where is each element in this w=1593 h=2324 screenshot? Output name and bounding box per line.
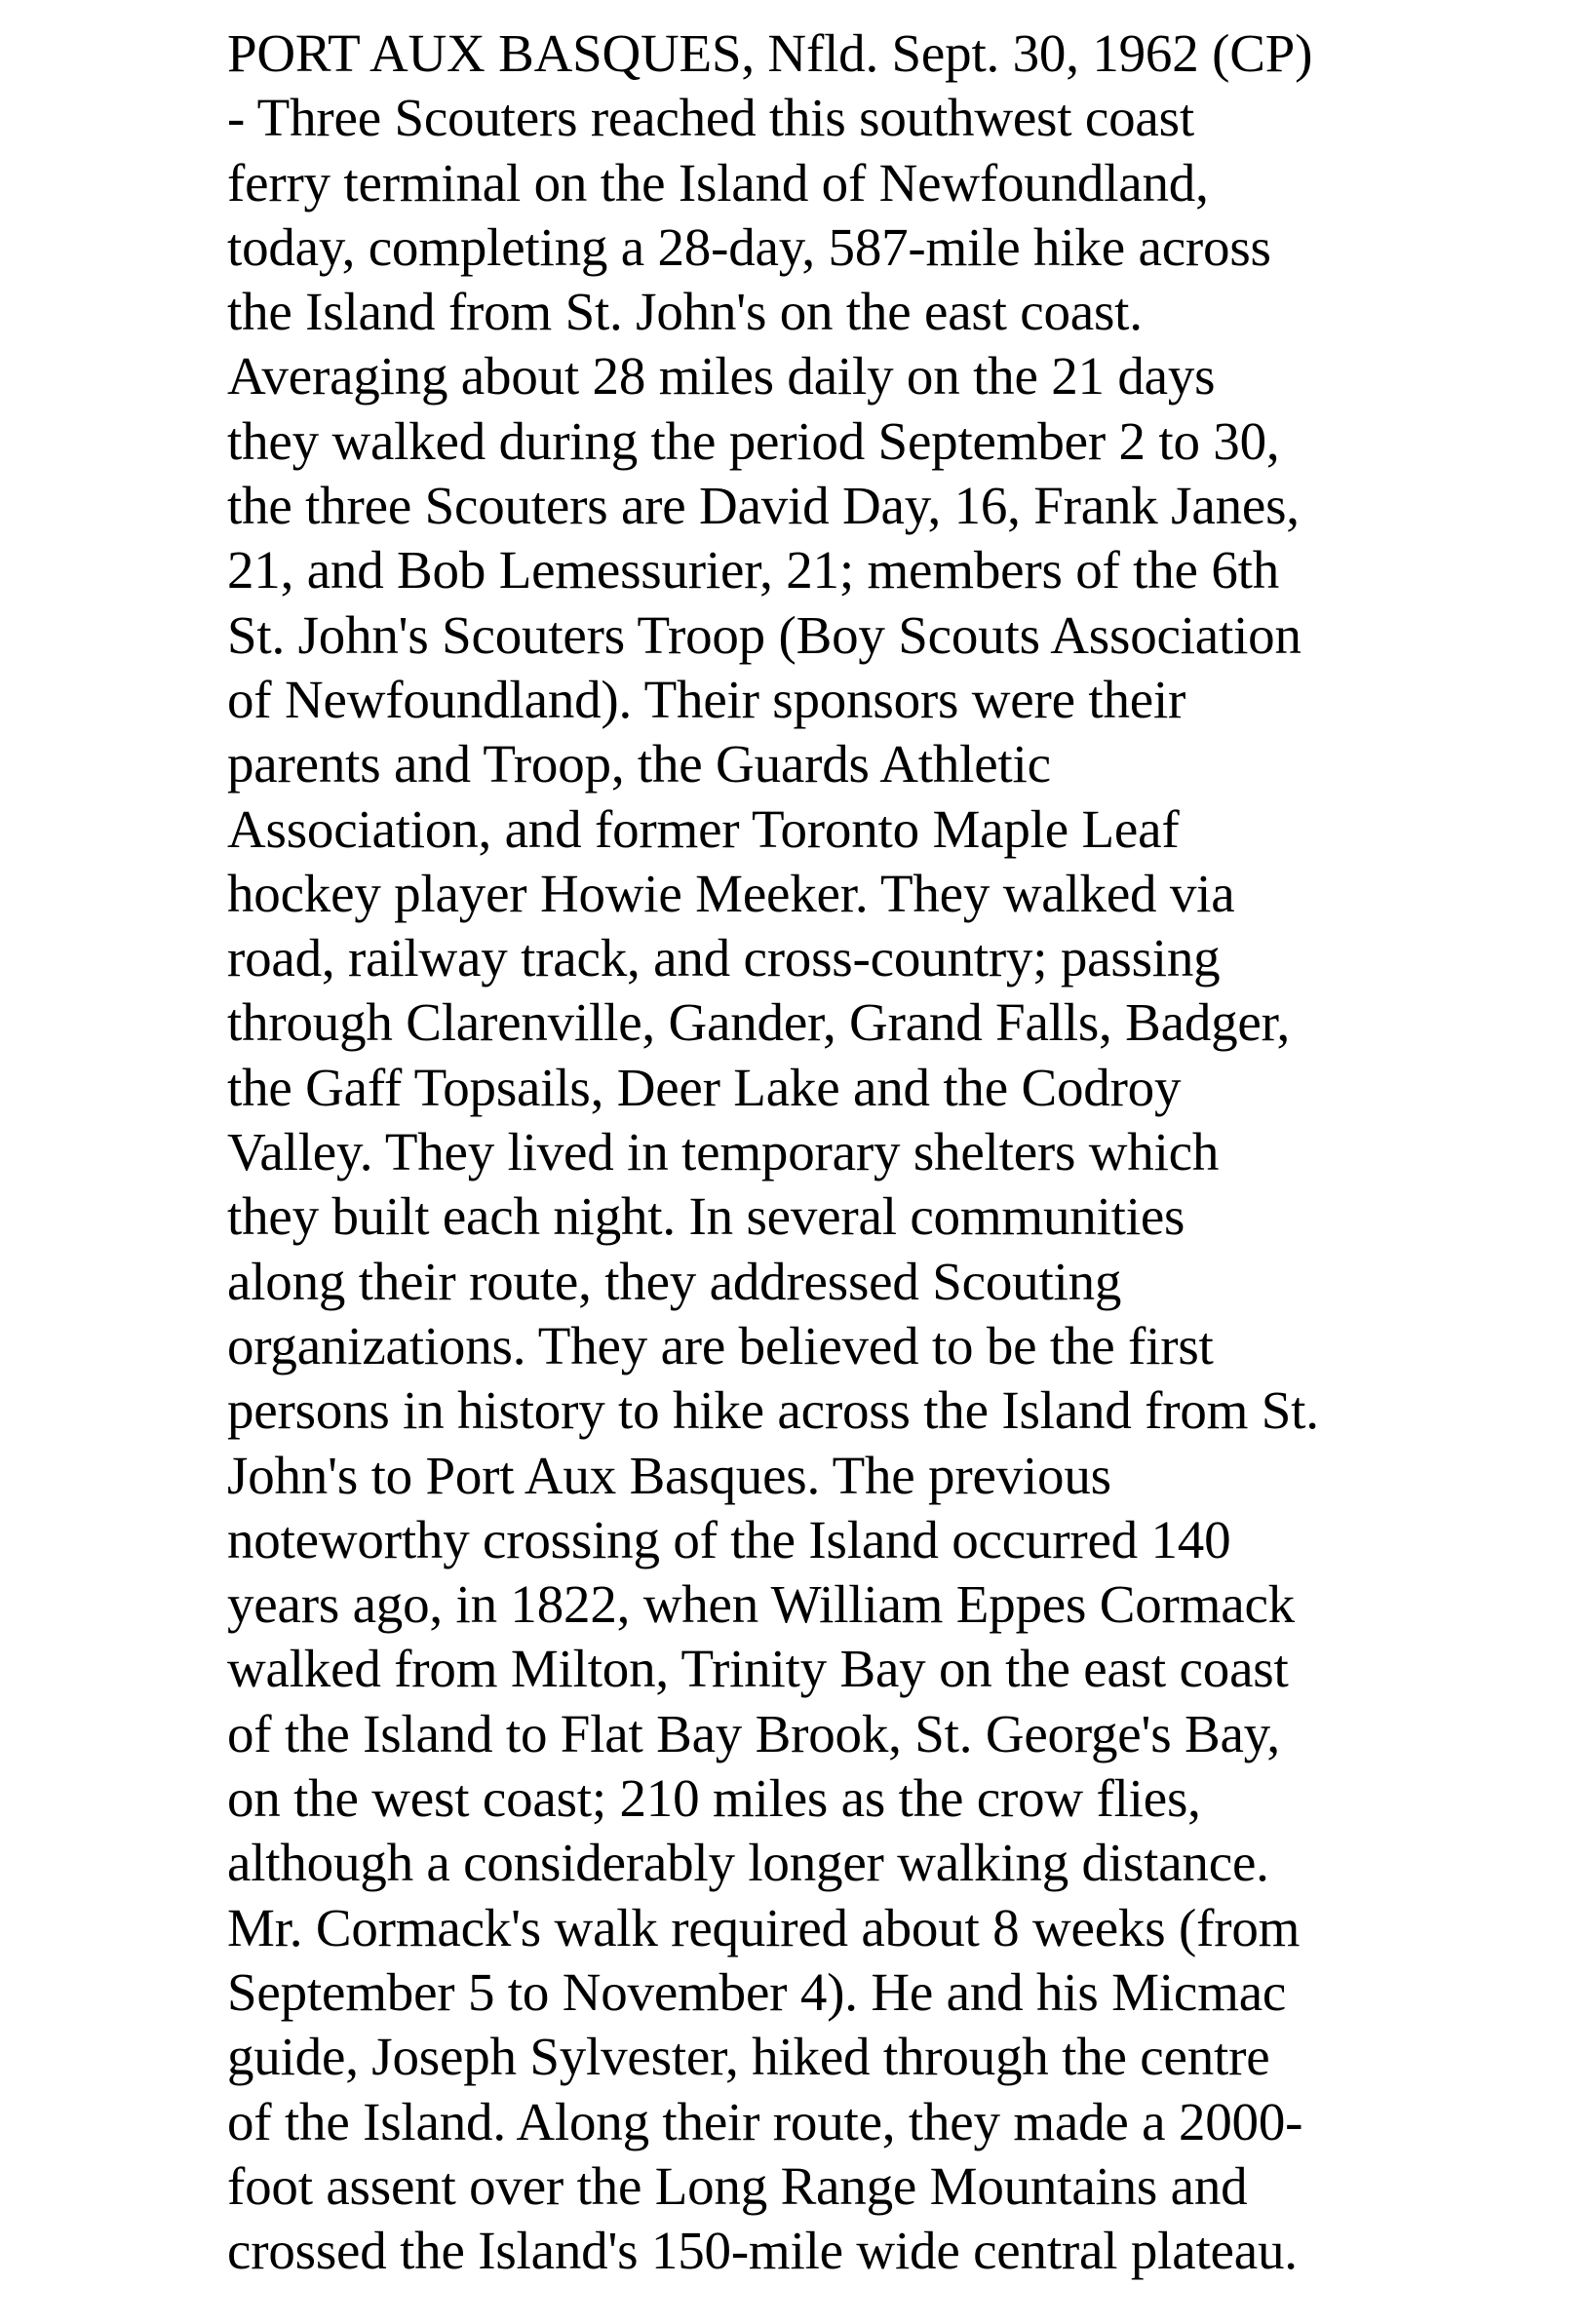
article-line-dateline: PORT AUX BASQUES, Nfld. Sept. 30, 1962 (CP) <box>227 23 1313 83</box>
article-line: crossed the Island's 150-mile wide central plateau. <box>227 2221 1298 2281</box>
article-line: the three Scouters are David Day, 16, Frank Janes, <box>227 476 1300 536</box>
article-line: - Three Scouters reached this southwest coast <box>227 88 1194 148</box>
article-line: foot assent over the Long Range Mountains and <box>227 2155 1248 2216</box>
article-line: today, completing a 28-day, 587-mile hike across <box>227 216 1271 277</box>
article-line: of the Island. Along their route, they made a 2000- <box>227 2091 1303 2151</box>
article-line: through Clarenville, Gander, Grand Falls, Badger, <box>227 992 1291 1053</box>
article-line: Averaging about 28 miles daily on the 21 days <box>227 346 1216 407</box>
article-line: Mr. Cormack's walk required about 8 weeks (from <box>227 1897 1301 1957</box>
article-line: Association, and former Toronto Maple Leaf <box>227 798 1180 859</box>
article-line: on the west coast; 210 miles as the crow flies, <box>227 1768 1201 1829</box>
article-line: walked from Milton, Trinity Bay on the east coast <box>227 1639 1289 1699</box>
news-article <box>227 21 1573 2283</box>
article-line: noteworthy crossing of the Island occurred 140 <box>227 1509 1231 1569</box>
article-line: September 5 to November 4). He and his Micmac <box>227 1961 1287 2022</box>
article-line: the Gaff Topsails, Deer Lake and the Codroy <box>227 1057 1182 1117</box>
article-line: they built each night. In several communities <box>227 1186 1185 1247</box>
article-line: although a considerably longer walking distance. <box>227 1833 1269 1893</box>
article-line: hockey player Howie Meeker. They walked via <box>227 863 1235 923</box>
article-line: years ago, in 1822, when William Eppes Cormack <box>227 1574 1295 1635</box>
article-line: John's to Port Aux Basques. The previous <box>227 1445 1111 1505</box>
article-line: guide, Joseph Sylvester, hiked through the centre <box>227 2027 1270 2087</box>
article-line: they walked during the period September 2 to 30, <box>227 410 1280 471</box>
article-line: persons in history to hike across the Island from St. <box>227 1380 1319 1441</box>
article-line: ferry terminal on the Island of Newfoundland, <box>227 152 1209 213</box>
article-line: along their route, they addressed Scouting <box>227 1251 1122 1311</box>
article-line: 21, and Bob Lemessurier, 21; members of the 6th <box>227 540 1279 600</box>
article-line: road, railway track, and cross-country; passing <box>227 928 1221 988</box>
article-line: St. John's Scouters Troop (Boy Scouts Association <box>227 604 1302 665</box>
article-line: the Island from St. John's on the east coast. <box>227 282 1143 342</box>
article-line: organizations. They are believed to be the first <box>227 1315 1214 1375</box>
article-line: of the Island to Flat Bay Brook, St. George's Bay, <box>227 1703 1280 1763</box>
article-line: Valley. They lived in temporary shelters which <box>227 1122 1220 1182</box>
article-line: of Newfoundland). Their sponsors were their <box>227 669 1186 729</box>
article-line: parents and Troop, the Guards Athletic <box>227 734 1051 794</box>
